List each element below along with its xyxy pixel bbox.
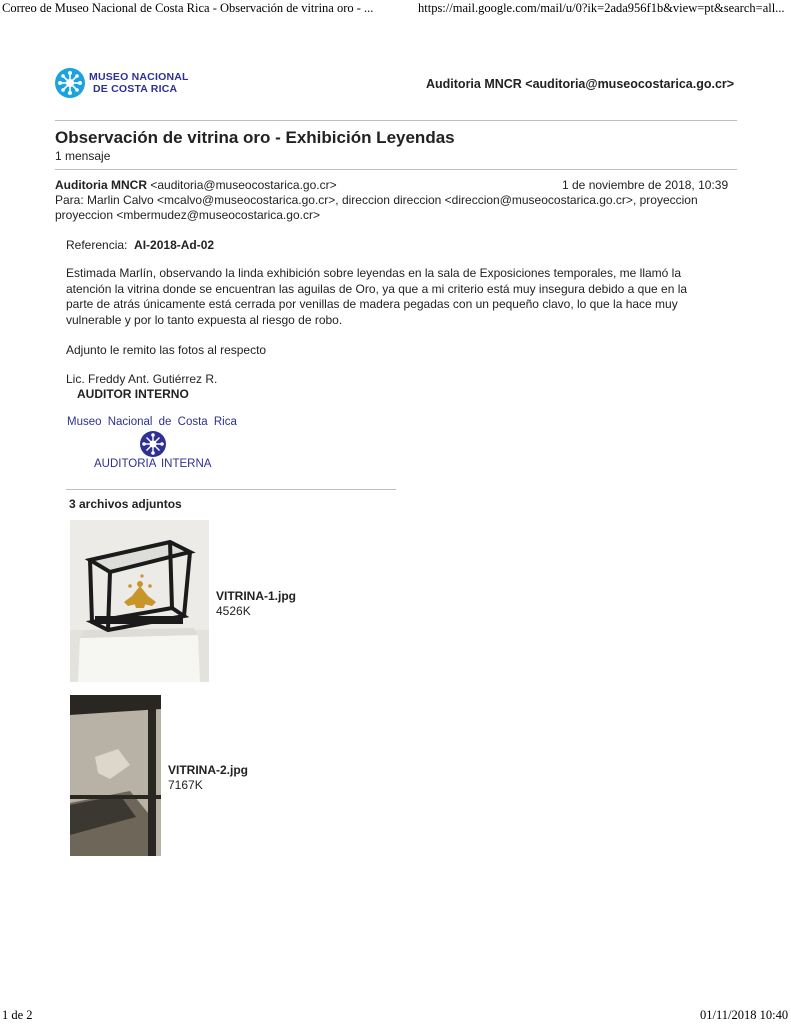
divider [55, 169, 737, 170]
attachment-thumbnail-2[interactable] [70, 695, 161, 856]
logo-line1: MUSEO NACIONAL [89, 71, 189, 83]
attachment-name[interactable]: VITRINA-1.jpg [216, 589, 296, 603]
attachment-size: 4526K [216, 604, 251, 618]
attachments-heading: 3 archivos adjuntos [69, 497, 182, 511]
print-header-title: Correo de Museo Nacional de Costa Rica - Observación de vitrina oro - ... [2, 1, 374, 15]
paragraph-line: Estimada Marlín, observando la linda exhibición sobre leyendas en la sala de Exposiciones temporales, me llamó la [66, 266, 681, 280]
signature-name: Lic. Freddy Ant. Gutiérrez R. [66, 372, 218, 386]
print-footer-datetime: 01/11/2018 10:40 [700, 1008, 789, 1022]
paragraph-line: parte de atrás únicamente está cerrada por venillas de madera pegadas con un pequeño clavo, lo que la hace muy [66, 297, 678, 311]
email-subject: Observación de vitrina oro - Exhibición Leyendas [55, 128, 455, 147]
attachments-divider [66, 489, 396, 490]
sig-logo-bottom: AUDITORIA INTERNA [94, 458, 212, 470]
message-paragraph [66, 266, 687, 328]
account-label: Auditoria MNCR <auditoria@museocostarica.go.cr> [426, 77, 735, 91]
recipients-line-1: Para: Marlin Calvo <mcalvo@museocostarica.go.cr>, direccion direccion <direccion@museocostarica.go.cr>, proyeccion [55, 193, 698, 207]
sender [55, 178, 337, 192]
attachment-thumbnail-1[interactable] [70, 520, 209, 682]
message-date: 1 de noviembre de 2018, 10:39 [562, 178, 729, 192]
divider [55, 120, 737, 121]
sender-name: Auditoria MNCR [55, 178, 147, 192]
attach-note: Adjunto le remito las fotos al respecto [66, 343, 267, 357]
reference-value: AI-2018-Ad-02 [134, 238, 215, 252]
museum-logo-icon [55, 68, 85, 98]
logo-line2: DE COSTA RICA [93, 83, 178, 95]
reference-label: Referencia: [66, 238, 128, 252]
signature-title: AUDITOR INTERNO [77, 387, 189, 401]
print-header-url: https://mail.google.com/mail/u/0?ik=2ada956f1b&view=pt&search=all... [418, 1, 785, 15]
print-footer-page: 1 de 2 [2, 1008, 33, 1022]
message-count: 1 mensaje [55, 149, 111, 163]
paragraph-line: atención la vitrina donde se encuentran las aguilas de Oro, ya que a mi criterio está muy insegura debido a que en la [66, 281, 688, 296]
auditoria-emblem-icon [139, 430, 167, 458]
paragraph-line: vulnerable y por lo tanto expuesta al riesgo de robo. [66, 312, 343, 327]
sig-logo-top: Museo Nacional de Costa Rica [67, 416, 237, 428]
sender-email: <auditoria@museocostarica.go.cr> [150, 178, 337, 192]
museum-logo-text [89, 71, 189, 95]
reference [66, 238, 214, 254]
attachment-name[interactable]: VITRINA-2.jpg [168, 763, 248, 777]
recipients-line-2: proyeccion <mbermudez@museocostarica.go.cr> [55, 208, 320, 222]
attachment-size: 7167K [168, 778, 203, 792]
